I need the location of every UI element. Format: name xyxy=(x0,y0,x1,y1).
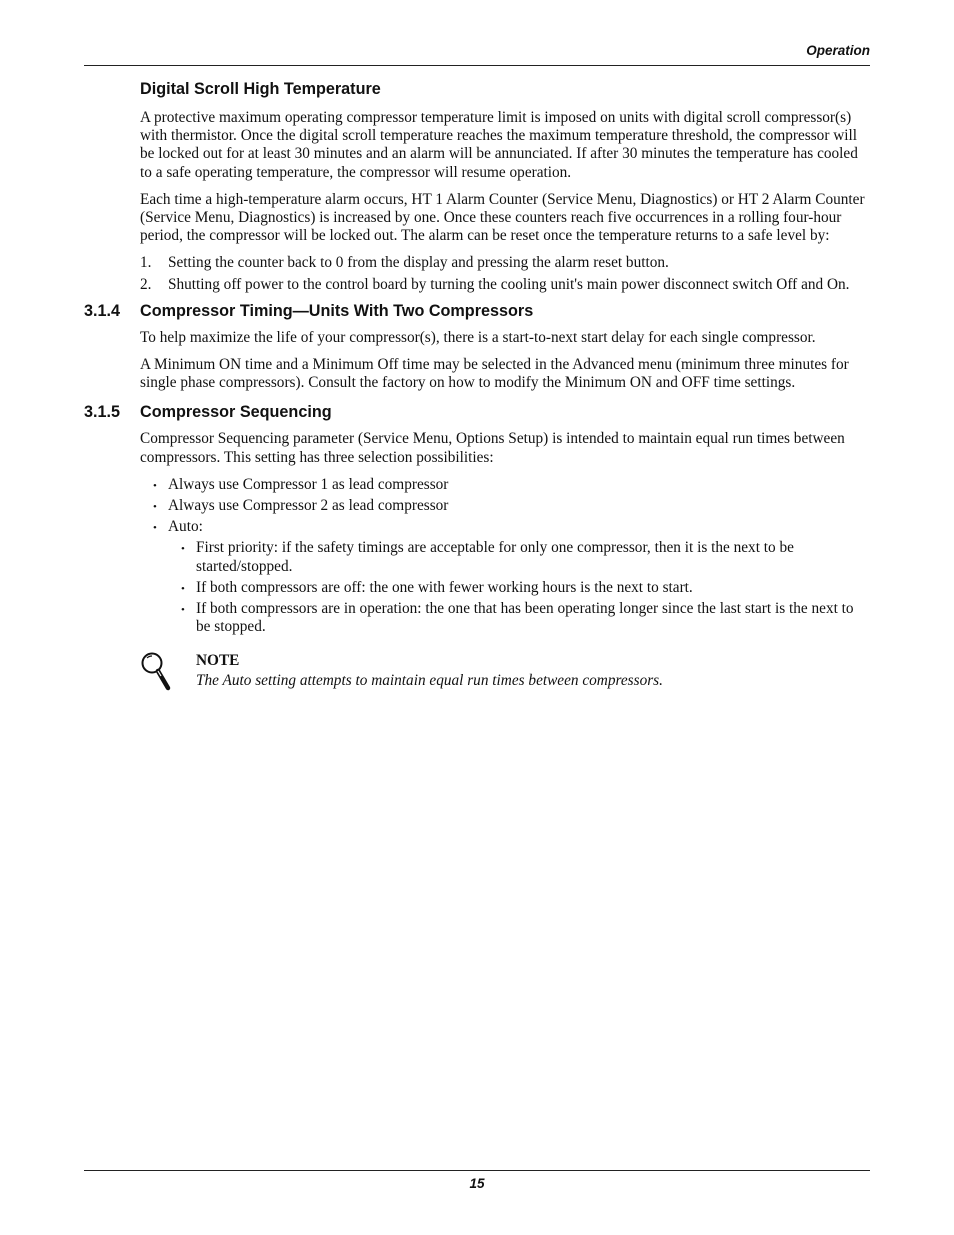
bullet-icon: • xyxy=(181,604,185,617)
paragraph: A protective maximum operating compressor temperature limit is imposed on units with digital scroll compressor(s) with thermistor. Once the digital scroll temperature reaches the maximum temperature threshold, the compressor will be locked out for at least 30 minutes and an alarm will be annunciated. If after 30 minutes the temperature has cooled to a safe operating temperature, the compressor will resume operation. xyxy=(140,109,858,181)
bullet-icon: • xyxy=(153,479,157,492)
bullet-icon: • xyxy=(153,501,157,514)
auto-details-list xyxy=(84,539,870,636)
note-title: NOTE xyxy=(196,652,240,670)
section-number: 3.1.4 xyxy=(84,301,121,320)
list-item-text: First priority: if the safety timings are acceptable for only one compressor, then it is the next to be started/stopped. xyxy=(196,539,794,575)
list-item xyxy=(84,579,870,597)
page-content xyxy=(84,79,870,702)
paragraph: A Minimum ON time and a Minimum Off time may be selected in the Advanced menu (minimum three minutes for single phase compressors). Consult the factory on how to modify the Minimum ON and OFF time settings. xyxy=(140,356,849,392)
list-item-text: If both compressors are off: the one with fewer working hours is the next to start. xyxy=(196,578,693,596)
list-item-text: Shutting off power to the control board by turning the cooling unit's main power disconnect switch Off and On. xyxy=(168,275,850,293)
bullet-icon: • xyxy=(181,582,185,595)
paragraph: Compressor Sequencing parameter (Service Menu, Options Setup) is intended to maintain equal run times between compressors. This setting has three selection possibilities: xyxy=(140,430,845,466)
list-number: 2. xyxy=(140,275,152,293)
header-rule xyxy=(84,65,870,66)
list-item xyxy=(84,518,870,536)
list-item xyxy=(84,276,870,294)
note-text: The Auto setting attempts to maintain equal run times between compressors. xyxy=(196,672,663,690)
list-item xyxy=(84,539,870,575)
list-item-text: Always use Compressor 2 as lead compressor xyxy=(168,497,449,515)
reset-steps-list xyxy=(84,254,870,293)
list-item-text: If both compressors are in operation: the one that has been operating longer since the last start is the next to be stopped. xyxy=(196,600,854,636)
paragraph: Each time a high-temperature alarm occurs, HT 1 Alarm Counter (Service Menu, Diagnostics) or HT 2 Alarm Counter (Service Menu, Diagnostics) is increased by one. Once these counters reach five occurrences in a rolling four-hour period, the compressor will be locked out. The alarm can be reset once the temperature returns to a safe level by: xyxy=(140,190,865,245)
heading-compressor-sequencing xyxy=(84,402,870,422)
heading-digital-scroll: Digital Scroll High Temperature xyxy=(140,80,381,98)
section-title: Compressor Sequencing xyxy=(140,403,332,422)
page-number: 15 xyxy=(469,1176,485,1191)
footer-rule xyxy=(84,1170,870,1171)
sequencing-options-list xyxy=(84,476,870,537)
list-number: 1. xyxy=(140,254,152,272)
heading-compressor-timing xyxy=(84,301,870,321)
paragraph: To help maximize the life of your compressor(s), there is a start-to-next start delay for each single compressor. xyxy=(140,328,816,346)
bullet-icon: • xyxy=(181,543,185,556)
list-item xyxy=(84,600,870,636)
section-number: 3.1.5 xyxy=(84,403,121,422)
section-title: Compressor Timing—Units With Two Compressors xyxy=(140,301,534,320)
list-item-text: Setting the counter back to 0 from the display and pressing the alarm reset button. xyxy=(168,254,669,272)
magnifier-icon xyxy=(140,652,172,692)
list-item-text: Auto: xyxy=(168,518,203,536)
list-item xyxy=(84,254,870,272)
running-head: Operation xyxy=(806,43,870,58)
list-item xyxy=(84,497,870,515)
list-item xyxy=(84,476,870,494)
bullet-icon: • xyxy=(153,522,157,535)
list-item-text: Always use Compressor 1 as lead compressor xyxy=(168,475,449,493)
note-callout xyxy=(140,652,870,702)
